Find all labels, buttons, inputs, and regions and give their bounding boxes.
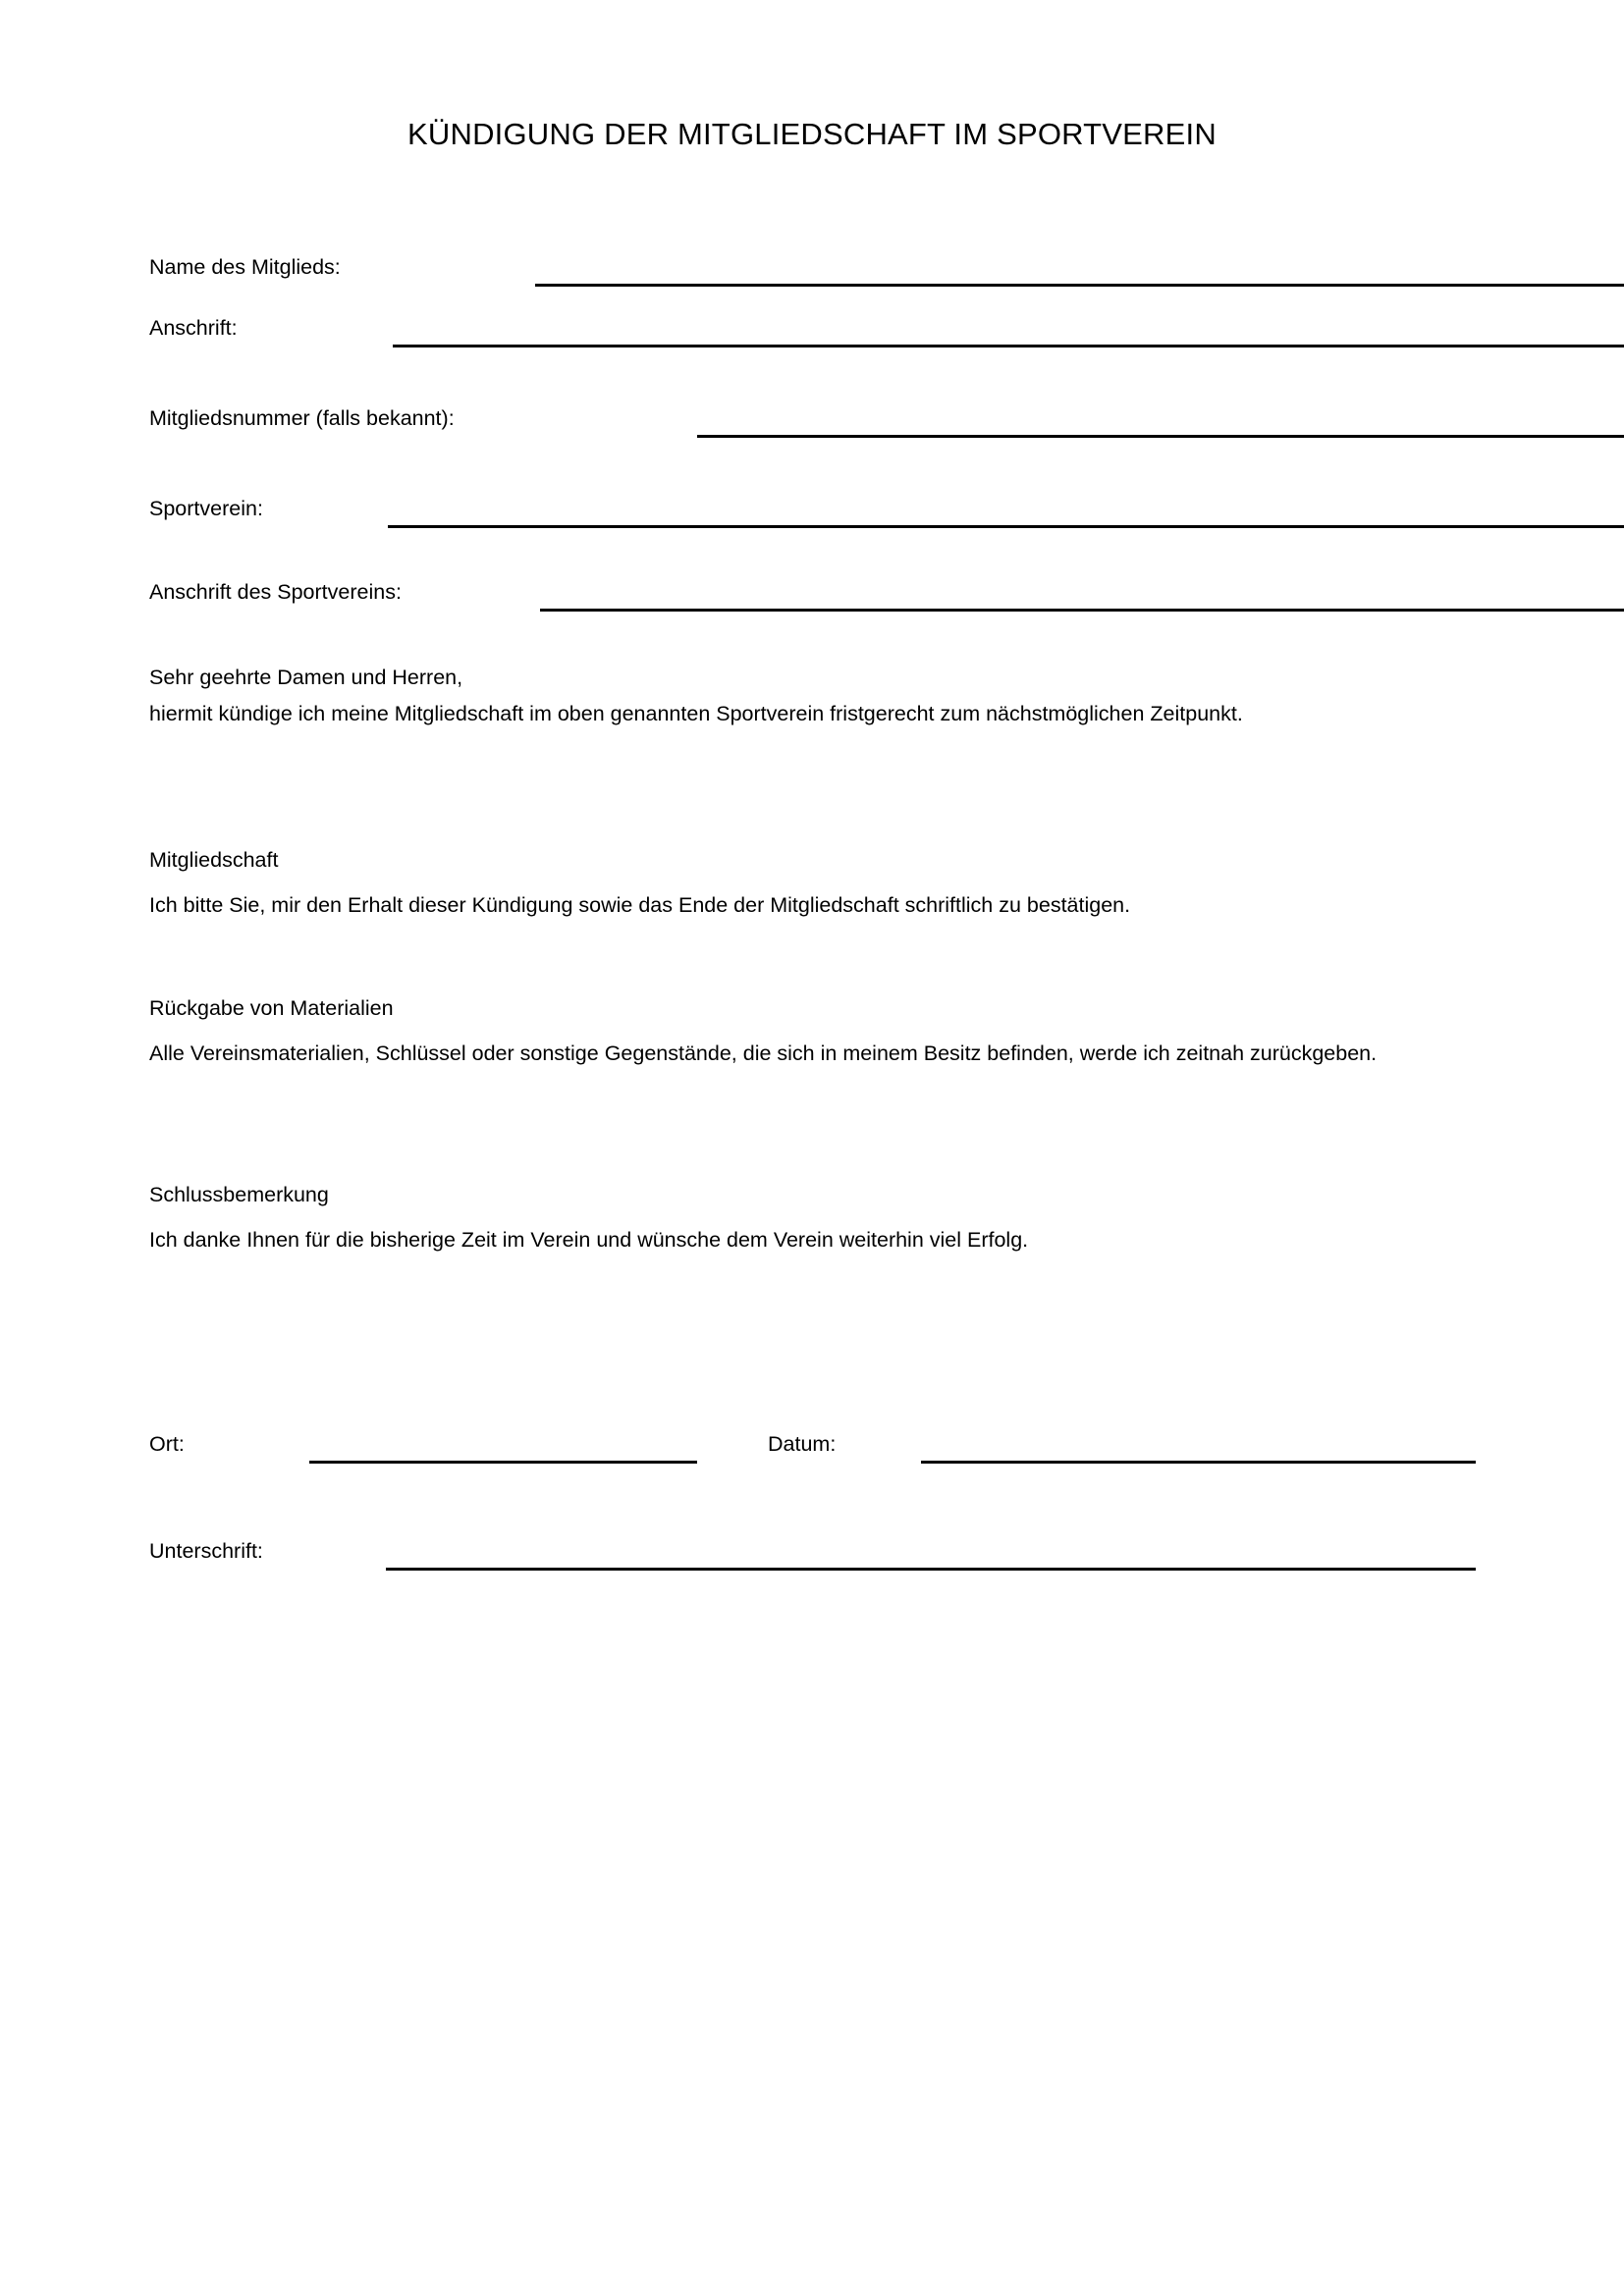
- page-title: KÜNDIGUNG DER MITGLIEDSCHAFT IM SPORTVEREIN: [407, 117, 1217, 151]
- form-row-address: [149, 314, 1475, 353]
- letter-intro-paragraph: hiermit kündige ich meine Mitgliedschaft im oben genannten Sportverein fristgerecht zum nächstmöglichen Zeitpunkt.: [149, 702, 1243, 725]
- signature-input-line[interactable]: [386, 1568, 1476, 1571]
- form-row-club-address: [149, 578, 1475, 617]
- place-label: Ort:: [149, 1432, 185, 1456]
- section-body-membership: Ich bitte Sie, mir den Erhalt dieser Kündigung sowie das Ende der Mitgliedschaft schriftlich zu bestätigen.: [149, 893, 1131, 917]
- signature-label: Unterschrift:: [149, 1539, 263, 1563]
- section-body-return-materials: Alle Vereinsmaterialien, Schlüssel oder sonstige Gegenstände, die sich in meinem Besitz befinden, werde ich zeitnah zurückgeben.: [149, 1041, 1378, 1065]
- section-heading-return-materials: Rückgabe von Materialien: [149, 996, 394, 1020]
- place-input-line[interactable]: [309, 1461, 697, 1464]
- form-label-club-address: Anschrift des Sportvereins:: [149, 580, 402, 604]
- form-label-address: Anschrift:: [149, 316, 238, 340]
- date-input-line[interactable]: [921, 1461, 1476, 1464]
- form-input-line-address[interactable]: [393, 345, 1624, 347]
- form-row-club: [149, 495, 1475, 534]
- form-label-membership-number: Mitgliedsnummer (falls bekannt):: [149, 406, 455, 430]
- form-label-name: Name des Mitglieds:: [149, 255, 341, 279]
- section-heading-closing-remark: Schlussbemerkung: [149, 1183, 329, 1206]
- section-body-closing-remark: Ich danke Ihnen für die bisherige Zeit im Verein und wünsche dem Verein weiterhin viel Erfolg.: [149, 1228, 1029, 1252]
- form-input-line-club-address[interactable]: [540, 609, 1624, 612]
- letter-salutation: Sehr geehrte Damen und Herren,: [149, 666, 463, 689]
- form-row-name: [149, 253, 1475, 293]
- form-input-line-club[interactable]: [388, 525, 1624, 528]
- date-label: Datum:: [768, 1432, 837, 1456]
- form-label-club: Sportverein:: [149, 497, 263, 520]
- form-input-line-membership-number[interactable]: [697, 435, 1624, 438]
- section-heading-membership: Mitgliedschaft: [149, 848, 279, 872]
- form-row-membership-number: [149, 404, 1475, 444]
- form-input-line-name[interactable]: [535, 284, 1624, 287]
